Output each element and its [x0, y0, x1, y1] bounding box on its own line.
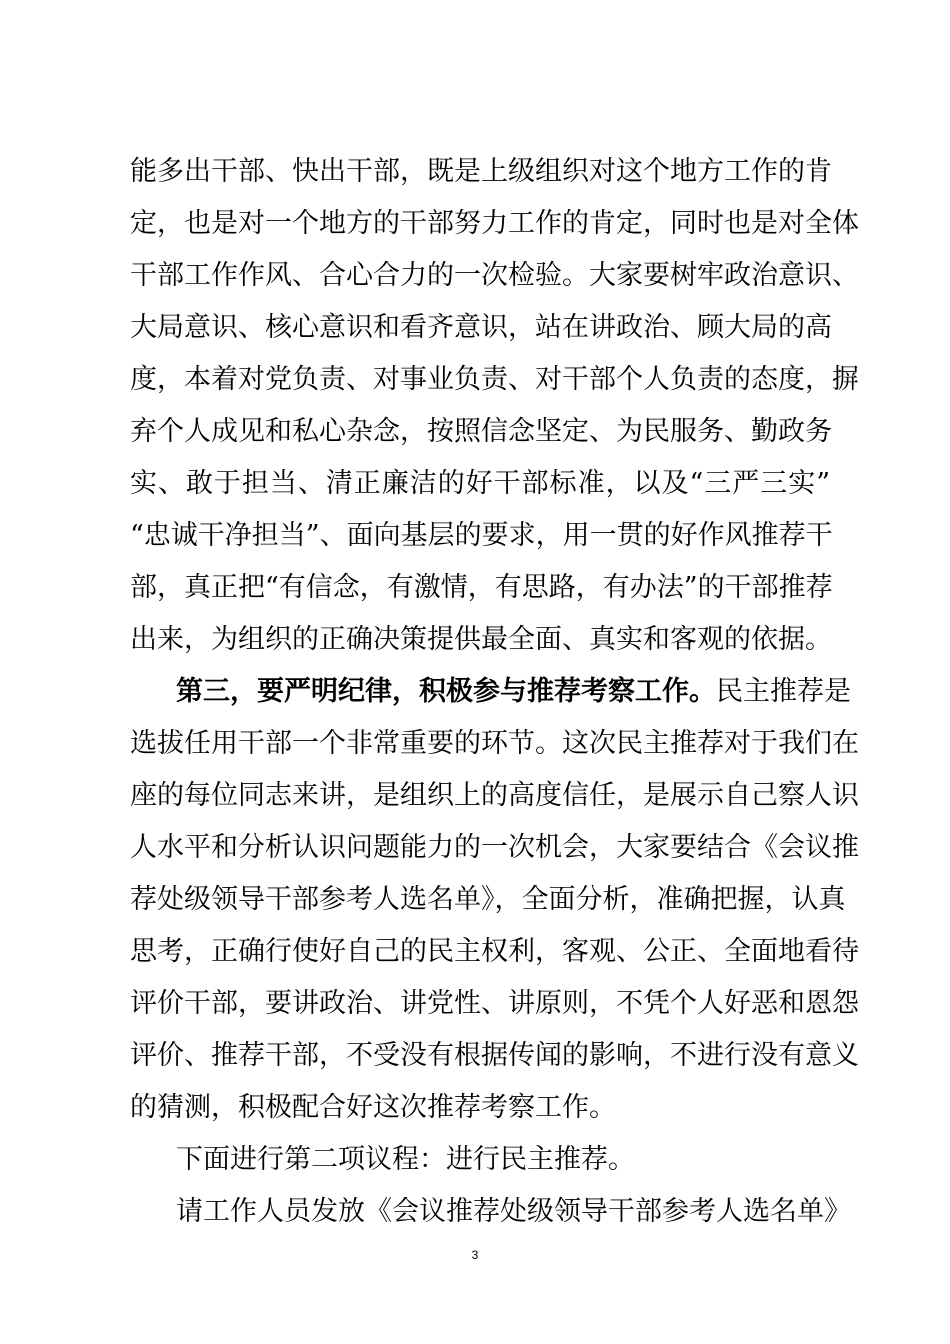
paragraph-line: 弃个人成见和私心杂念，按照信念坚定、为民服务、勤政务: [130, 416, 832, 447]
paragraph-line: 部，真正把“有信念，有激情，有思路，有办法”的干部推荐: [130, 572, 833, 603]
paragraph-line: 出来，为组织的正确决策提供最全面、真实和客观的依据。: [130, 624, 832, 655]
paragraph-line: 人水平和分析认识问题能力的一次机会，大家要结合《会议推: [130, 832, 859, 863]
agenda-line: 请工作人员发放《会议推荐处级领导干部参考人选名单》: [176, 1196, 851, 1227]
paragraph-line: “忠诚干净担当”、面向基层的要求，用一贯的好作风推荐干: [130, 520, 833, 551]
paragraph-line: 大局意识、核心意识和看齐意识，站在讲政治、顾大局的高: [130, 312, 832, 343]
paragraph-line: 的猜测，积极配合好这次推荐考察工作。: [130, 1092, 616, 1123]
paragraph-line: 定，也是对一个地方的干部努力工作的肯定，同时也是对全体: [130, 208, 859, 239]
paragraph-line: 能多出干部、快出干部，既是上级组织对这个地方工作的肯: [130, 156, 832, 187]
page-number: 3: [471, 1248, 479, 1262]
agenda-line: 下面进行第二项议程：进行民主推荐。: [176, 1144, 635, 1175]
paragraph-line: 评价、推荐干部，不受没有根据传闻的影响，不进行没有意义: [130, 1040, 859, 1071]
paragraph-line: 度，本着对党负责、对事业负责、对干部个人负责的态度，摒: [130, 364, 859, 395]
paragraph-line: 干部工作作风、合心合力的一次检验。大家要树牢政治意识、: [130, 260, 859, 291]
paragraph-heading-line: [176, 672, 851, 712]
heading-line-continuation: 民主推荐是: [716, 676, 851, 707]
paragraph-line: 荐处级领导干部参考人选名单》，全面分析，准确把握，认真: [130, 884, 846, 915]
paragraph-line: 思考，正确行使好自己的民主权利，客观、公正、全面地看待: [130, 936, 859, 967]
paragraph-line: 选拔任用干部一个非常重要的环节。这次民主推荐对于我们在: [130, 728, 859, 759]
paragraph-line: 实、敢于担当、清正廉洁的好干部标准，以及“三严三实”: [130, 468, 830, 499]
paragraph-line: 评价干部，要讲政治、讲党性、讲原则，不凭个人好恶和恩怨: [130, 988, 859, 1019]
paragraph-line: 座的每位同志来讲，是组织上的高度信任，是展示自己察人识: [130, 780, 859, 811]
section-heading: 第三，要严明纪律，积极参与推荐考察工作。: [176, 676, 716, 707]
